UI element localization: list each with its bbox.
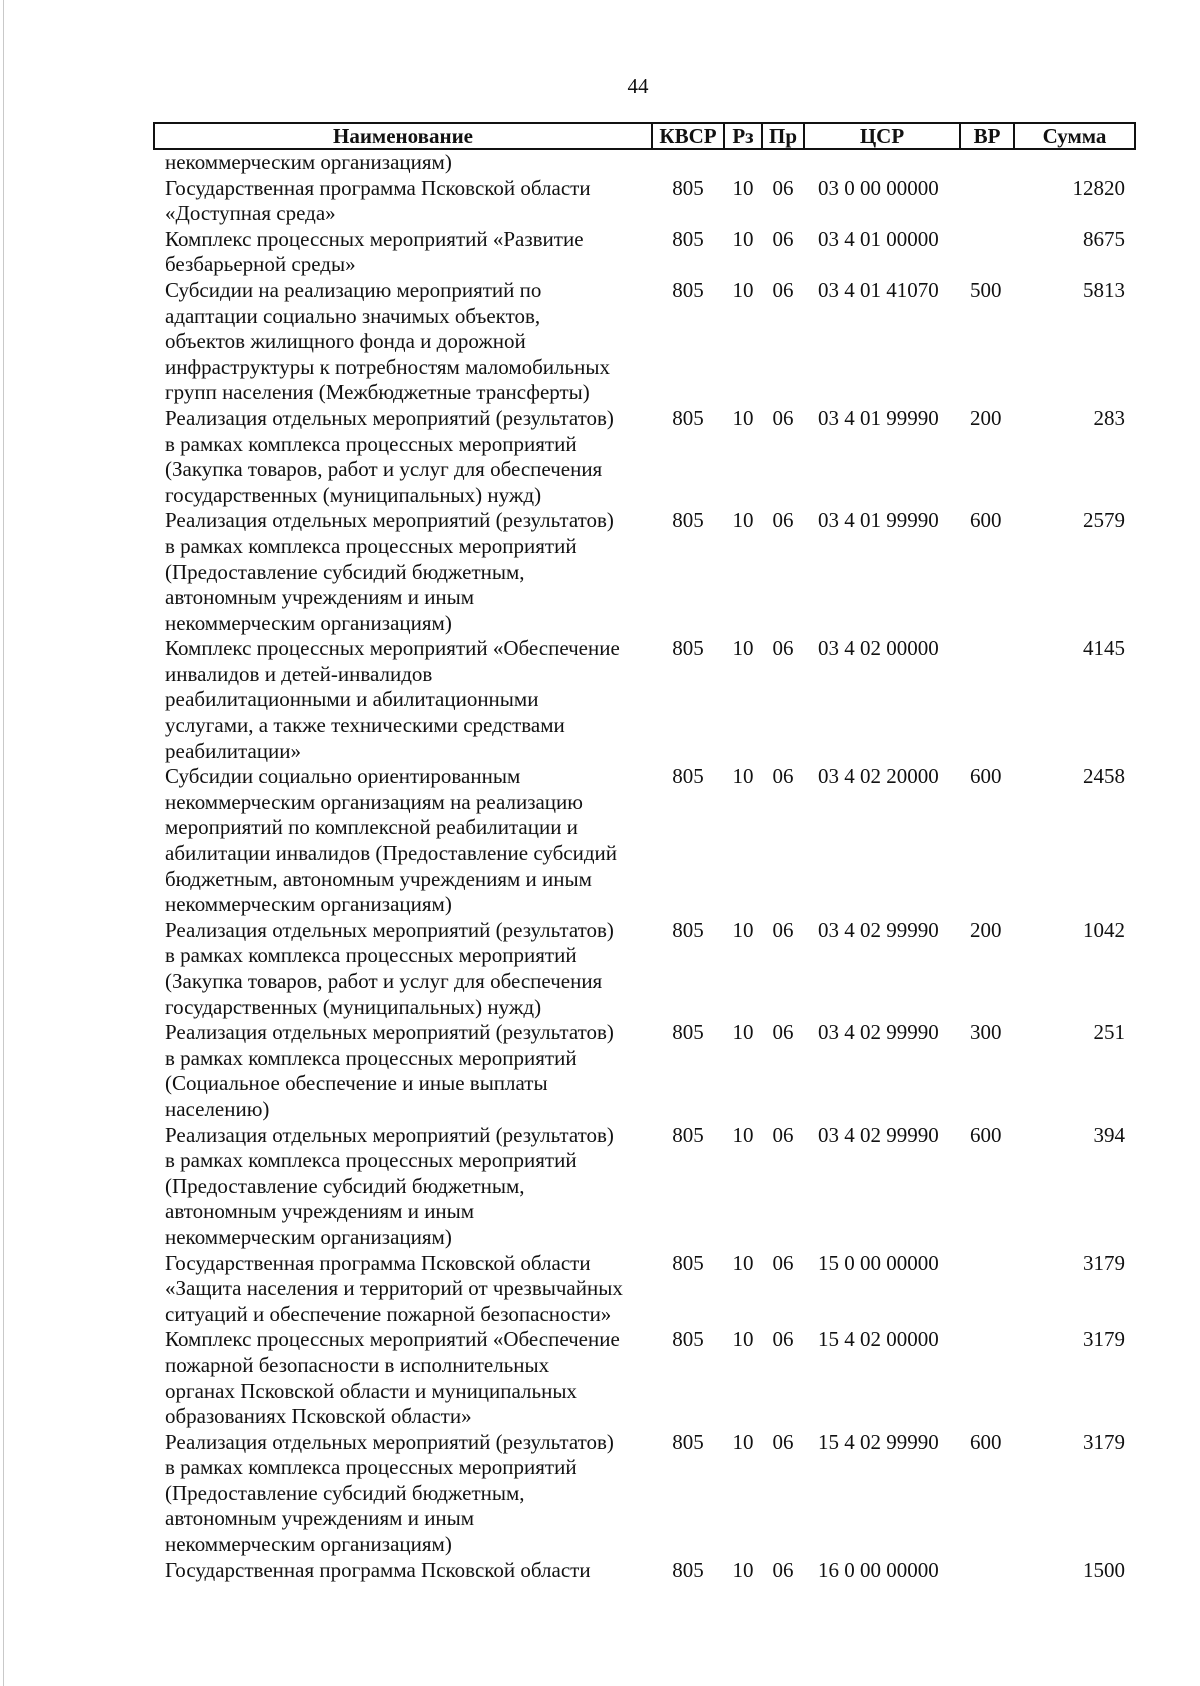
name-line: населению) [165,1096,270,1121]
table-body [154,149,1135,1583]
cell-kvsr: 805 [672,277,704,302]
name-line: пожарной безопасности в исполнительных [165,1352,550,1377]
cell-csr: 03 4 02 99990 [818,1122,939,1147]
cell-name [154,918,652,1020]
cell-csr: 03 4 01 00000 [818,226,939,251]
cell-sum: 8675 [1083,226,1125,251]
cell-vr [960,636,1014,764]
cell-kvsr: 805 [672,636,704,661]
cell-csr [804,149,960,176]
cell-csr: 03 0 00 00000 [818,175,939,200]
cell-kvsr [652,149,724,176]
name-line: образованиях Псковской области» [165,1404,472,1429]
name-line: (Социальное обеспечение и иные выплаты [165,1071,548,1096]
cell-rz: 10 [732,764,754,789]
name-line: инвалидов и детей-инвалидов [165,661,433,686]
cell-pr: 06 [772,175,794,200]
header-rz: Рз [724,123,762,149]
table-row [154,1020,1135,1122]
cell-pr: 06 [772,277,794,302]
name-line: автономным учреждениям и иным [165,1199,475,1224]
name-line: инфраструктуры к потребностям маломобильных [165,354,610,379]
name-line: реабилитации» [165,738,302,763]
cell-sum: 3179 [1083,1429,1125,1454]
cell-name [154,764,652,918]
cell-sum: 2458 [1083,764,1125,789]
cell-rz: 10 [732,405,754,430]
cell-rz: 10 [732,175,754,200]
cell-name [154,176,652,227]
cell-sum: 394 [1093,1122,1125,1147]
cell-pr: 06 [772,636,794,661]
cell-name [154,1020,652,1122]
name-line: в рамках комплекса процессных мероприятий [165,1455,577,1480]
table-row [154,918,1135,1020]
cell-sum [1014,149,1135,176]
name-line: абилитации инвалидов (Предоставление субсидий [165,841,618,866]
cell-kvsr: 805 [672,175,704,200]
cell-name [154,1327,652,1429]
cell-pr: 06 [772,1429,794,1454]
name-line: «Доступная среда» [165,201,336,226]
name-line: Комплекс процессных мероприятий «Обеспечение [165,636,620,661]
cell-pr: 06 [772,764,794,789]
header-vr: ВР [960,123,1014,149]
table-row [154,176,1135,227]
cell-csr: 03 4 01 99990 [818,405,939,430]
cell-rz: 10 [732,1557,754,1582]
name-line: Государственная программа Псковской области [165,1250,591,1275]
cell-vr [960,149,1014,176]
name-line: в рамках комплекса процессных мероприятий [165,943,577,968]
name-line: Реализация отдельных мероприятий (результатов) [165,1020,614,1045]
cell-vr [960,176,1014,227]
cell-csr: 03 4 01 99990 [818,508,939,533]
cell-rz [724,149,762,176]
header-name: Наименование [154,123,652,149]
name-line: некоммерческим организациям на реализацию [165,789,583,814]
cell-rz: 10 [732,917,754,942]
name-line: в рамках комплекса процессных мероприятий [165,1045,577,1070]
cell-name [154,278,652,406]
cell-sum: 1500 [1083,1557,1125,1582]
name-line: Реализация отдельных мероприятий (результатов) [165,508,614,533]
name-line: Субсидии на реализацию мероприятий по [165,277,542,302]
cell-rz: 10 [732,226,754,251]
name-line: адаптации социально значимых объектов, [165,303,541,328]
cell-pr: 06 [772,1557,794,1582]
name-line: Реализация отдельных мероприятий (результатов) [165,1429,614,1454]
name-line: некоммерческим организациям) [165,1532,452,1557]
name-line: ситуаций и обеспечение пожарной безопасности» [165,1301,612,1326]
cell-kvsr: 805 [672,1250,704,1275]
name-line: некоммерческим организациям) [165,150,452,174]
cell-kvsr: 805 [672,508,704,533]
cell-kvsr: 805 [672,764,704,789]
cell-sum: 5813 [1083,277,1125,302]
cell-sum: 12820 [1072,175,1125,200]
cell-sum: 4145 [1083,636,1125,661]
name-line: Государственная программа Псковской области [165,175,591,200]
cell-rz: 10 [732,277,754,302]
header-pr: Пр [762,123,804,149]
name-line: Комплекс процессных мероприятий «Обеспечение [165,1327,620,1352]
cell-csr: 16 0 00 00000 [818,1557,939,1582]
name-line: Реализация отдельных мероприятий (результатов) [165,1122,614,1147]
table-row [154,636,1135,764]
name-line: (Закупка товаров, работ и услуг для обеспечения [165,969,603,993]
name-line: органах Псковской области и муниципальных [165,1378,577,1403]
cell-csr: 03 4 01 41070 [818,277,939,302]
header-csr: ЦСР [804,123,960,149]
name-line: государственных (муниципальных) нужд) [165,994,542,1019]
name-line: (Предоставление субсидий бюджетным, [165,1480,525,1505]
cell-vr: 500 [970,277,1002,302]
table-row [154,278,1135,406]
cell-vr: 600 [970,508,1002,533]
cell-rz: 10 [732,1429,754,1454]
name-line: реабилитационными и абилитационными [165,687,539,712]
table-row [154,227,1135,278]
name-line: автономным учреждениям и иным [165,1506,475,1531]
table-header-row [154,123,1135,149]
name-line: услугами, а также техническими средствами [165,713,565,738]
cell-vr [960,1327,1014,1429]
cell-kvsr: 805 [672,1429,704,1454]
cell-pr: 06 [772,405,794,430]
cell-sum: 251 [1093,1020,1125,1045]
name-line: в рамках комплекса процессных мероприятий [165,431,577,456]
cell-rz: 10 [732,1020,754,1045]
cell-kvsr: 805 [672,1557,704,1582]
cell-name [154,636,652,764]
cell-name [154,1251,652,1328]
name-line: «Защита населения и территорий от чрезвычайных [165,1276,623,1301]
cell-pr [762,149,804,176]
name-line: (Предоставление субсидий бюджетным, [165,559,525,584]
name-line: Реализация отдельных мероприятий (результатов) [165,405,614,430]
name-line: Реализация отдельных мероприятий (результатов) [165,917,614,942]
cell-vr: 300 [970,1020,1002,1045]
scan-edge-line [3,0,4,1686]
cell-vr: 600 [970,764,1002,789]
cell-name [154,508,652,636]
name-line: объектов жилищного фонда и дорожной [165,329,526,354]
cell-pr: 06 [772,1250,794,1275]
name-line: бюджетным, автономным учреждениям и иным [165,866,592,891]
header-kvsr: КВСР [652,123,724,149]
cell-sum: 1042 [1083,917,1125,942]
table-row [154,1430,1135,1558]
name-line: некоммерческим организациям) [165,892,452,917]
table-row [154,149,1135,176]
table-row [154,508,1135,636]
name-line: (Предоставление субсидий бюджетным, [165,1173,525,1198]
cell-rz: 10 [732,636,754,661]
cell-rz: 10 [732,1250,754,1275]
cell-csr: 15 4 02 00000 [818,1327,939,1352]
cell-name [154,227,652,278]
cell-vr: 200 [970,405,1002,430]
cell-vr [960,1558,1014,1584]
table-row [154,1327,1135,1429]
cell-name [154,1558,652,1584]
name-line: некоммерческим организациям) [165,610,452,635]
cell-sum: 3179 [1083,1250,1125,1275]
header-sum: Сумма [1014,123,1135,149]
cell-vr: 600 [970,1429,1002,1454]
cell-csr: 03 4 02 00000 [818,636,939,661]
cell-kvsr: 805 [672,917,704,942]
cell-sum: 283 [1093,405,1125,430]
cell-pr: 06 [772,508,794,533]
cell-name [154,149,652,176]
cell-kvsr: 805 [672,1122,704,1147]
name-line: в рамках комплекса процессных мероприятий [165,533,577,558]
name-line: Комплекс процессных мероприятий «Развитие [165,226,584,251]
cell-pr: 06 [772,226,794,251]
name-line: государственных (муниципальных) нужд) [165,482,542,507]
page-number: 44 [627,74,649,98]
table-row [154,1123,1135,1251]
name-line: безбарьерной среды» [165,252,356,277]
name-line: в рамках комплекса процессных мероприятий [165,1148,577,1173]
cell-csr: 03 4 02 20000 [818,764,939,789]
cell-vr: 200 [970,917,1002,942]
cell-pr: 06 [772,917,794,942]
budget-table [153,122,1136,1583]
cell-pr: 06 [772,1327,794,1352]
name-line: некоммерческим организациям) [165,1224,452,1249]
table-row [154,1558,1135,1584]
name-line: (Закупка товаров, работ и услуг для обеспечения [165,457,603,482]
cell-pr: 06 [772,1122,794,1147]
cell-name [154,1430,652,1558]
name-line: Субсидии социально ориентированным [165,764,521,789]
name-line: мероприятий по комплексной реабилитации и [165,815,578,840]
cell-sum: 2579 [1083,508,1125,533]
cell-sum: 3179 [1083,1327,1125,1352]
cell-rz: 10 [732,1327,754,1352]
cell-kvsr: 805 [672,226,704,251]
cell-vr: 600 [970,1122,1002,1147]
cell-kvsr: 805 [672,405,704,430]
table-row [154,406,1135,508]
cell-csr: 15 4 02 99990 [818,1429,939,1454]
cell-vr [960,1251,1014,1328]
cell-pr: 06 [772,1020,794,1045]
name-line: групп населения (Межбюджетные трансферты) [165,380,590,405]
cell-rz: 10 [732,508,754,533]
cell-name [154,1123,652,1251]
cell-rz: 10 [732,1122,754,1147]
cell-csr: 03 4 02 99990 [818,1020,939,1045]
name-line: Государственная программа Псковской области [165,1557,591,1582]
cell-kvsr: 805 [672,1327,704,1352]
cell-name [154,406,652,508]
cell-kvsr: 805 [672,1020,704,1045]
name-line: автономным учреждениям и иным [165,585,475,610]
table-row [154,1251,1135,1328]
cell-vr [960,227,1014,278]
cell-csr: 03 4 02 99990 [818,917,939,942]
cell-csr: 15 0 00 00000 [818,1250,939,1275]
table-row [154,764,1135,918]
